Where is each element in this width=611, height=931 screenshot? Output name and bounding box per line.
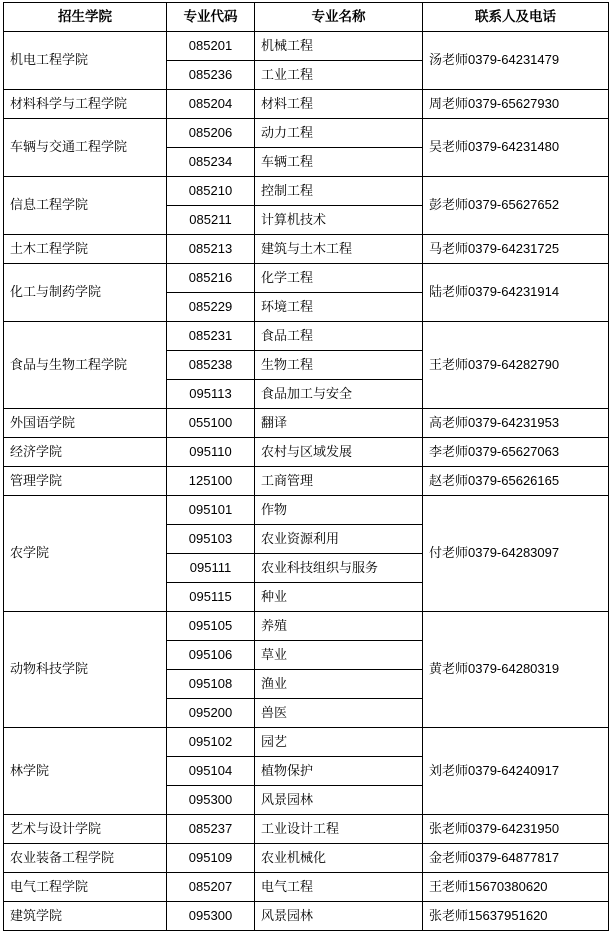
cell-major-name: 控制工程 <box>255 177 423 206</box>
cell-major-name: 种业 <box>255 583 423 612</box>
cell-major-name: 电气工程 <box>255 873 423 902</box>
cell-college: 外国语学院 <box>4 409 167 438</box>
column-header-major-code: 专业代码 <box>167 3 255 32</box>
cell-major-name: 工业工程 <box>255 61 423 90</box>
table-header-row <box>4 3 609 32</box>
cell-major-name: 食品工程 <box>255 322 423 351</box>
cell-contact: 王老师0379-64282790 <box>423 322 609 409</box>
cell-major-code: 085213 <box>167 235 255 264</box>
cell-major-name: 车辆工程 <box>255 148 423 177</box>
cell-major-code: 095105 <box>167 612 255 641</box>
cell-major-name: 养殖 <box>255 612 423 641</box>
cell-major-name: 园艺 <box>255 728 423 757</box>
cell-college: 管理学院 <box>4 467 167 496</box>
table-row <box>4 322 609 351</box>
table-row <box>4 496 609 525</box>
cell-major-code: 085229 <box>167 293 255 322</box>
cell-contact: 马老师0379-64231725 <box>423 235 609 264</box>
table-row <box>4 235 609 264</box>
cell-major-name: 风景园林 <box>255 902 423 931</box>
cell-contact: 赵老师0379-65626165 <box>423 467 609 496</box>
cell-college: 材料科学与工程学院 <box>4 90 167 119</box>
cell-contact: 彭老师0379-65627652 <box>423 177 609 235</box>
cell-major-name: 植物保护 <box>255 757 423 786</box>
cell-major-name: 农业资源利用 <box>255 525 423 554</box>
cell-contact: 黄老师0379-64280319 <box>423 612 609 728</box>
cell-major-name: 农业科技组织与服务 <box>255 554 423 583</box>
column-header-college: 招生学院 <box>4 3 167 32</box>
table-row <box>4 409 609 438</box>
cell-major-code: 085216 <box>167 264 255 293</box>
cell-major-code: 085236 <box>167 61 255 90</box>
cell-college: 建筑学院 <box>4 902 167 931</box>
cell-contact: 刘老师0379-64240917 <box>423 728 609 815</box>
table-row <box>4 264 609 293</box>
cell-contact: 金老师0379-64877817 <box>423 844 609 873</box>
cell-contact: 汤老师0379-64231479 <box>423 32 609 90</box>
cell-major-code: 085234 <box>167 148 255 177</box>
cell-college: 经济学院 <box>4 438 167 467</box>
cell-college: 农业装备工程学院 <box>4 844 167 873</box>
cell-college: 土木工程学院 <box>4 235 167 264</box>
table-row <box>4 177 609 206</box>
cell-major-code: 095103 <box>167 525 255 554</box>
cell-college: 机电工程学院 <box>4 32 167 90</box>
cell-major-code: 095102 <box>167 728 255 757</box>
cell-major-code: 095300 <box>167 902 255 931</box>
cell-major-name: 风景园林 <box>255 786 423 815</box>
cell-major-name: 环境工程 <box>255 293 423 322</box>
cell-major-code: 095104 <box>167 757 255 786</box>
cell-college: 化工与制药学院 <box>4 264 167 322</box>
cell-contact: 周老师0379-65627930 <box>423 90 609 119</box>
cell-major-name: 材料工程 <box>255 90 423 119</box>
cell-major-code: 095115 <box>167 583 255 612</box>
cell-major-code: 085238 <box>167 351 255 380</box>
table-body <box>4 32 609 931</box>
table-row <box>4 873 609 902</box>
cell-major-name: 农业机械化 <box>255 844 423 873</box>
cell-major-name: 渔业 <box>255 670 423 699</box>
table-header <box>4 3 609 32</box>
cell-major-name: 作物 <box>255 496 423 525</box>
cell-college: 食品与生物工程学院 <box>4 322 167 409</box>
cell-major-code: 085206 <box>167 119 255 148</box>
cell-major-code: 095300 <box>167 786 255 815</box>
cell-major-code: 085210 <box>167 177 255 206</box>
cell-major-code: 055100 <box>167 409 255 438</box>
table-row <box>4 467 609 496</box>
cell-college: 信息工程学院 <box>4 177 167 235</box>
table-row <box>4 815 609 844</box>
cell-major-code: 095101 <box>167 496 255 525</box>
cell-contact: 张老师15637951620 <box>423 902 609 931</box>
table-row <box>4 612 609 641</box>
cell-contact: 吴老师0379-64231480 <box>423 119 609 177</box>
column-header-contact: 联系人及电话 <box>423 3 609 32</box>
cell-major-name: 生物工程 <box>255 351 423 380</box>
column-header-major-name: 专业名称 <box>255 3 423 32</box>
cell-major-code: 085207 <box>167 873 255 902</box>
cell-college: 车辆与交通工程学院 <box>4 119 167 177</box>
cell-college: 农学院 <box>4 496 167 612</box>
cell-major-name: 工商管理 <box>255 467 423 496</box>
cell-major-name: 草业 <box>255 641 423 670</box>
cell-major-name: 食品加工与安全 <box>255 380 423 409</box>
cell-major-name: 计算机技术 <box>255 206 423 235</box>
cell-major-code: 125100 <box>167 467 255 496</box>
cell-major-code: 095109 <box>167 844 255 873</box>
table-row <box>4 902 609 931</box>
cell-contact: 张老师0379-64231950 <box>423 815 609 844</box>
table-row <box>4 32 609 61</box>
cell-major-code: 095113 <box>167 380 255 409</box>
cell-college: 林学院 <box>4 728 167 815</box>
table-row <box>4 728 609 757</box>
cell-contact: 王老师15670380620 <box>423 873 609 902</box>
table-row <box>4 844 609 873</box>
cell-major-name: 化学工程 <box>255 264 423 293</box>
cell-major-code: 095200 <box>167 699 255 728</box>
cell-major-code: 095106 <box>167 641 255 670</box>
cell-major-name: 农村与区域发展 <box>255 438 423 467</box>
table-row <box>4 119 609 148</box>
cell-college: 动物科技学院 <box>4 612 167 728</box>
cell-major-name: 工业设计工程 <box>255 815 423 844</box>
cell-college: 电气工程学院 <box>4 873 167 902</box>
cell-major-name: 动力工程 <box>255 119 423 148</box>
cell-major-code: 085237 <box>167 815 255 844</box>
admissions-table <box>3 2 609 931</box>
cell-contact: 李老师0379-65627063 <box>423 438 609 467</box>
cell-contact: 付老师0379-64283097 <box>423 496 609 612</box>
table-row <box>4 438 609 467</box>
cell-major-code: 085211 <box>167 206 255 235</box>
cell-major-code: 085201 <box>167 32 255 61</box>
cell-college: 艺术与设计学院 <box>4 815 167 844</box>
cell-major-name: 建筑与土木工程 <box>255 235 423 264</box>
cell-major-code: 095108 <box>167 670 255 699</box>
cell-major-name: 翻译 <box>255 409 423 438</box>
cell-major-code: 095111 <box>167 554 255 583</box>
cell-major-name: 机械工程 <box>255 32 423 61</box>
table-row <box>4 90 609 119</box>
cell-major-code: 095110 <box>167 438 255 467</box>
cell-major-name: 兽医 <box>255 699 423 728</box>
cell-contact: 高老师0379-64231953 <box>423 409 609 438</box>
cell-contact: 陆老师0379-64231914 <box>423 264 609 322</box>
cell-major-code: 085204 <box>167 90 255 119</box>
cell-major-code: 085231 <box>167 322 255 351</box>
